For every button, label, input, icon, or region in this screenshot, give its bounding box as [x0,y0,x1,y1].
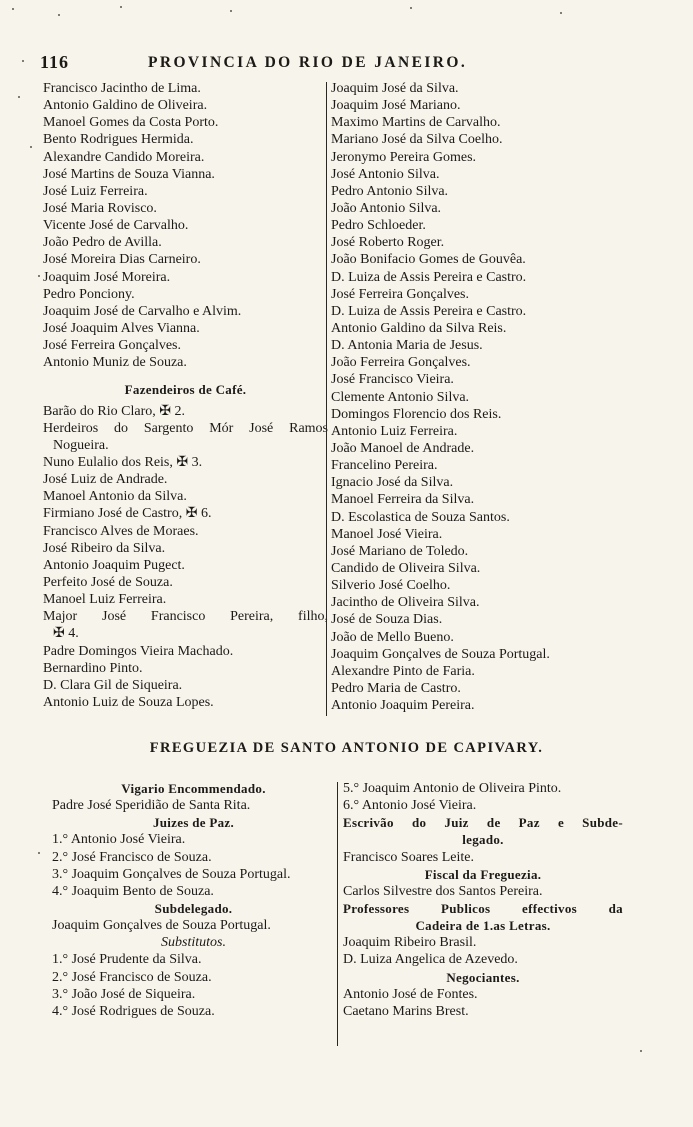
name-entry: Nuno Eulalio dos Reis, ✠ 3. [43,454,203,470]
name-entry: Vicente José de Carvalho. [43,218,189,234]
name-entry: Francelino Pereira. [331,458,438,474]
name-entry: Candido de Oliveira Silva. [331,560,481,576]
escrivao-name: Francisco Soares Leite. [343,849,475,865]
name-entry: Antonio Joaquim Pugect. [43,557,185,573]
name-entry: José Ribeiro da Silva. [43,540,166,556]
name-entry: Joaquim José de Carvalho e Alvim. [43,303,242,319]
substituto-entry: 3.° João José de Siqueira. [52,986,196,1002]
professor-entry: Joaquim Ribeiro Brasil. [343,935,477,951]
juiz-entry: 3.° Joaquim Gonçalves de Souza Portugal. [52,866,291,882]
professor-entry: D. Luiza Angelica de Azevedo. [343,952,518,968]
negociante-entry: Antonio José de Fontes. [343,986,478,1002]
name-entry: Alexandre Candido Moreira. [43,149,205,165]
name-entry: João Pedro de Avilla. [43,235,162,251]
name-entry: José Roberto Roger. [331,235,445,251]
name-entry: Barão do Rio Claro, ✠ 2. [43,403,185,419]
name-entry: Pedro Schloeder. [331,218,426,234]
escrivao-heading: Escrivão do Juiz de Paz e Subde- [343,815,623,831]
name-entry: Manoel Antonio da Silva. [43,489,187,505]
substituto-entry: 2.° José Francisco de Souza. [52,969,212,985]
name-entry: Clemente Antonio Silva. [331,389,470,405]
vigario-heading: Vigario Encommendado. [121,781,266,796]
name-entry: João Ferreira Gonçalves. [331,355,471,371]
freguezia-title: FREGUEZIA DE SANTO ANTONIO DE CAPIVARY. [149,740,544,756]
name-entry: D. Escolastica de Souza Santos. [331,509,510,525]
name-entry: Antonio Luiz de Souza Lopes. [43,694,214,710]
escrivao-heading-cont: legado. [462,832,504,848]
name-entry: Firmiano José de Castro, ✠ 6. [43,506,212,522]
fiscal-heading: Fiscal da Freguezia. [424,866,542,882]
name-entry: José Mariano de Toledo. [331,543,469,559]
name-entry: Antonio Galdino de Oliveira. [43,98,208,114]
name-entry: Jacintho de Oliveira Silva. [331,595,480,611]
juiz-entry: 1.° Antonio José Vieira. [52,832,186,848]
name-entry: Alexandre Pinto de Faria. [331,663,475,679]
name-entry: Manoel Gomes da Costa Porto. [43,115,219,131]
juizes-heading: Juizes de Paz. [152,815,235,831]
name-entry: Joaquim Gonçalves de Souza Portugal. [331,646,550,662]
name-entry: D. Antonia Maria de Jesus. [331,338,483,354]
name-entry: José Martins de Souza Vianna. [43,166,215,182]
name-entry: Bernardino Pinto. [43,660,143,676]
name-entry: José Antonio Silva. [331,166,440,182]
name-entry: Pedro Maria de Castro. [331,680,461,696]
top-column-divider [326,82,327,716]
section-heading-fazendeiros: Fazendeiros de Café. [124,382,247,398]
name-entry: José de Souza Dias. [331,612,443,628]
name-entry: Perfeito José de Souza. [43,574,173,590]
substituto-entry: 4.° José Rodrigues de Souza. [52,1003,215,1019]
name-entry: Padre Domingos Vieira Machado. [43,643,234,659]
negociante-entry: Caetano Marins Brest. [343,1003,469,1019]
juiz-entry: 4.° Joaquim Bento de Souza. [52,883,214,899]
name-entry: Francisco Alves de Moraes. [43,523,199,539]
name-entry: José Luiz Ferreira. [43,183,148,199]
name-entry: Francisco Jacintho de Lima. [43,81,201,96]
name-entry: Antonio Luiz Ferreira. [331,423,458,439]
name-entry: José Ferreira Gonçalves. [43,338,182,354]
name-entry: Maximo Martins de Carvalho. [331,115,501,131]
name-entry: Major José Francisco Pereira, filho, [43,609,328,625]
subdelegado-name: Joaquim Gonçalves de Souza Portugal. [52,918,271,934]
freguezia-right-column [343,780,623,1020]
name-entry: Herdeiros do Sargento Mór José Ramos [43,420,328,436]
name-entry: Domingos Florencio dos Reis. [331,406,502,422]
fiscal-name: Carlos Silvestre dos Santos Pereira. [343,883,543,899]
name-entry: Manoel Luiz Ferreira. [43,592,167,608]
name-entry: Manoel José Vieira. [331,526,443,542]
name-entry: José Francisco Vieira. [331,372,454,388]
name-entry: Joaquim José Moreira. [43,269,171,285]
subdelegado-heading: Subdelegado. [154,900,233,916]
name-entry: Silverio José Coelho. [331,578,451,594]
top-right-column [331,80,666,714]
juiz-entry: 6.° Antonio José Vieira. [343,798,477,814]
name-entry: Joaquim José da Silva. [331,81,459,96]
name-entry: Bento Rodrigues Hermida. [43,132,194,148]
freguezia-column-divider [337,782,338,1046]
name-entry: Pedro Ponciony. [43,286,135,302]
negociantes-heading: Negociantes. [446,969,520,985]
name-entry: D. Luiza de Assis Pereira e Castro. [331,269,527,285]
top-left-column [43,80,328,711]
name-entry: Antonio Galdino da Silva Reis. [331,320,507,336]
vigario-name: Padre José Speridião de Santa Rita. [52,798,251,814]
juiz-entry: 2.° José Francisco de Souza. [52,849,212,865]
name-entry: Mariano José da Silva Coelho. [331,132,503,148]
name-entry: João Manoel de Andrade. [331,440,475,456]
name-entry: João de Mello Bueno. [331,629,454,645]
name-entry: Jeronymo Pereira Gomes. [331,149,477,165]
name-entry: José Maria Rovisco. [43,200,157,216]
page-number: 116 [40,52,70,72]
freguezia-left-column [52,780,335,1020]
name-entry: José Ferreira Gonçalves. [331,286,470,302]
professores-heading: Professores Publicos effectivos da [343,900,623,916]
name-entry: José Joaquim Alves Vianna. [43,320,200,336]
running-title: PROVINCIA DO RIO DE JANEIRO. [148,54,468,71]
name-entry: José Moreira Dias Carneiro. [43,252,201,268]
name-entry: João Bonifacio Gomes de Gouvêa. [331,252,526,268]
name-entry: Antonio Muniz de Souza. [43,355,187,371]
juiz-entry: 5.° Joaquim Antonio de Oliveira Pinto. [343,781,562,796]
name-entry: Joaquim José Mariano. [331,98,461,114]
name-entry: D. Luiza de Assis Pereira e Castro. [331,303,527,319]
page-header [40,52,670,74]
name-entry: João Antonio Silva. [331,200,442,216]
name-entry: Nogueira. [53,437,109,453]
name-entry: ✠ 4. [53,626,79,642]
substituto-entry: 1.° José Prudente da Silva. [52,952,202,968]
name-entry: Antonio Joaquim Pereira. [331,698,475,714]
professores-heading-cont: Cadeira de 1.as Letras. [415,918,551,934]
name-entry: José Luiz de Andrade. [43,472,168,488]
substitutos-heading: Substitutos. [161,935,226,951]
name-entry: D. Clara Gil de Siqueira. [43,677,183,693]
name-entry: Pedro Antonio Silva. [331,183,449,199]
name-entry: Manoel Ferreira da Silva. [331,492,475,508]
name-entry: Ignacio José da Silva. [331,475,454,491]
